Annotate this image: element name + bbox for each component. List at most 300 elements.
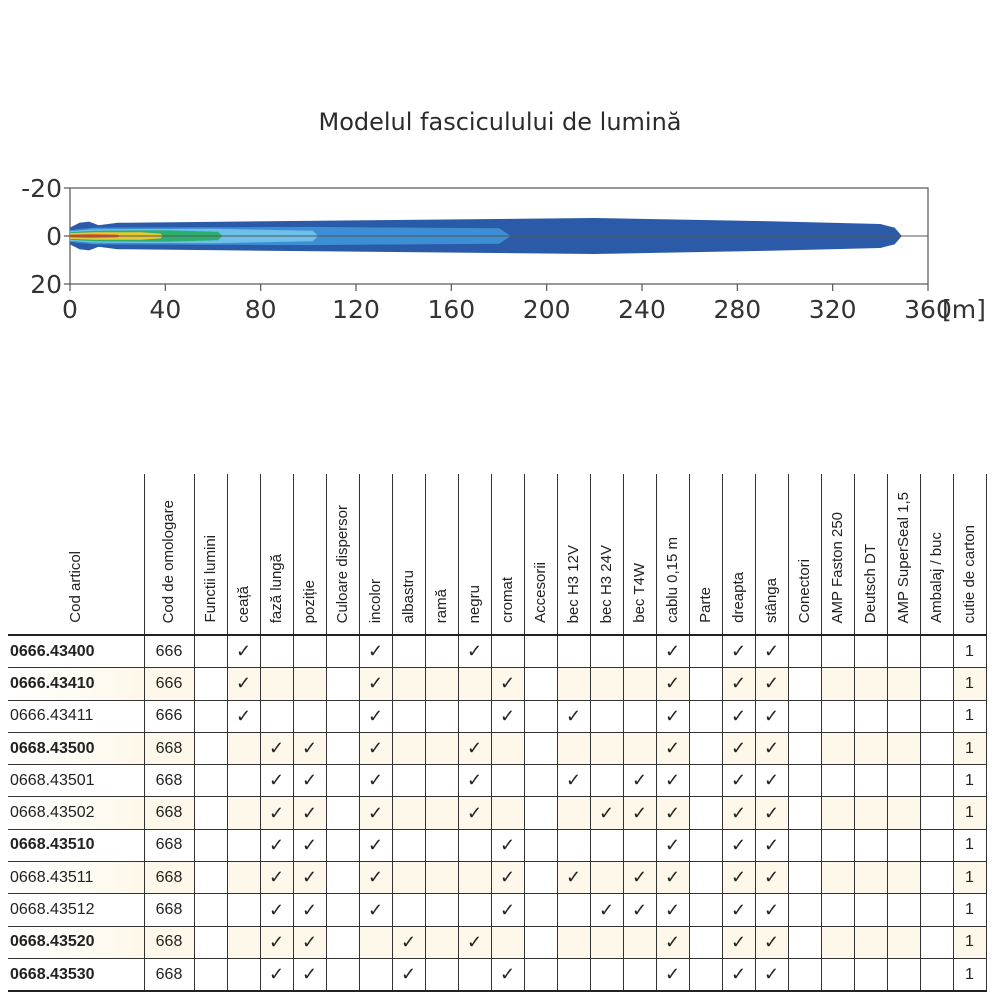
check-cell <box>821 732 854 764</box>
check-mark-cell: ✓ <box>260 732 293 764</box>
check-mark-cell: ✓ <box>623 765 656 797</box>
check-cell <box>227 926 260 958</box>
check-cell <box>590 958 623 991</box>
section-cell <box>326 862 359 894</box>
check-mark-cell: ✓ <box>722 765 755 797</box>
column-header-8 <box>392 474 425 635</box>
column-header-24 <box>920 474 953 635</box>
check-mark-cell: ✓ <box>755 797 788 829</box>
check-mark-cell: ✓ <box>293 732 326 764</box>
check-mark-cell: ✓ <box>458 635 491 668</box>
check-mark-cell: ✓ <box>491 668 524 700</box>
table-row <box>8 732 986 764</box>
x-tick-label-360: 360 <box>904 295 952 324</box>
check-mark-cell: ✓ <box>722 732 755 764</box>
section-cell <box>194 829 227 861</box>
check-cell <box>227 765 260 797</box>
section-cell <box>920 829 953 861</box>
check-cell <box>491 765 524 797</box>
check-mark-cell: ✓ <box>359 635 392 668</box>
check-mark-cell: ✓ <box>656 926 689 958</box>
column-header-13 <box>557 474 590 635</box>
approval-code-cell: 668 <box>144 797 194 829</box>
table-row <box>8 668 986 700</box>
check-cell <box>227 862 260 894</box>
column-header-label: fază lungă <box>267 553 285 623</box>
column-header-label: cablu 0,15 m <box>663 537 681 623</box>
check-cell <box>491 797 524 829</box>
column-header-20 <box>788 474 821 635</box>
check-cell <box>821 700 854 732</box>
column-header-5 <box>293 474 326 635</box>
check-cell <box>821 829 854 861</box>
section-cell <box>788 732 821 764</box>
column-header-label: AMP Faston 250 <box>828 511 846 623</box>
article-code-cell: 0666.43411 <box>8 700 144 732</box>
section-cell <box>689 926 722 958</box>
check-mark-cell: ✓ <box>722 926 755 958</box>
check-cell <box>623 635 656 668</box>
check-mark-cell: ✓ <box>755 765 788 797</box>
check-cell <box>425 765 458 797</box>
check-mark-cell: ✓ <box>491 958 524 991</box>
check-cell <box>623 700 656 732</box>
column-header-label: Parte <box>696 587 714 623</box>
check-cell <box>623 926 656 958</box>
y-tick-label-20: 20 <box>30 270 62 299</box>
check-mark-cell: ✓ <box>359 765 392 797</box>
section-cell <box>689 700 722 732</box>
check-cell <box>425 862 458 894</box>
check-cell <box>821 635 854 668</box>
check-cell <box>425 829 458 861</box>
check-cell <box>821 926 854 958</box>
section-cell <box>194 700 227 732</box>
column-header-23 <box>887 474 920 635</box>
section-cell <box>788 797 821 829</box>
check-cell <box>887 668 920 700</box>
article-code-cell: 0666.43400 <box>8 635 144 668</box>
check-mark-cell: ✓ <box>260 926 293 958</box>
packaging-cell: 1 <box>953 829 986 861</box>
x-tick-label-120: 120 <box>332 295 380 324</box>
check-cell <box>392 635 425 668</box>
check-cell <box>557 926 590 958</box>
check-cell <box>590 862 623 894</box>
check-mark-cell: ✓ <box>359 668 392 700</box>
check-mark-cell: ✓ <box>293 765 326 797</box>
check-cell <box>359 926 392 958</box>
check-cell <box>557 635 590 668</box>
check-cell <box>227 958 260 991</box>
check-mark-cell: ✓ <box>260 894 293 926</box>
check-cell <box>227 797 260 829</box>
section-cell <box>689 894 722 926</box>
check-mark-cell: ✓ <box>293 958 326 991</box>
check-cell <box>458 958 491 991</box>
packaging-cell: 1 <box>953 894 986 926</box>
check-cell <box>458 668 491 700</box>
check-mark-cell: ✓ <box>392 926 425 958</box>
check-mark-cell: ✓ <box>557 765 590 797</box>
section-cell <box>920 862 953 894</box>
check-cell <box>590 668 623 700</box>
column-header-2 <box>194 474 227 635</box>
check-mark-cell: ✓ <box>491 862 524 894</box>
check-mark-cell: ✓ <box>656 668 689 700</box>
check-mark-cell: ✓ <box>722 829 755 861</box>
section-cell <box>788 635 821 668</box>
section-cell <box>920 668 953 700</box>
section-cell <box>788 958 821 991</box>
section-cell <box>326 765 359 797</box>
check-cell <box>392 732 425 764</box>
chart-title: Modelul fasciculului de lumină <box>318 108 682 136</box>
check-mark-cell: ✓ <box>293 926 326 958</box>
check-cell <box>425 732 458 764</box>
column-header-label: Ambalaj / buc <box>927 532 945 623</box>
check-cell <box>887 926 920 958</box>
check-cell <box>392 797 425 829</box>
section-cell <box>920 926 953 958</box>
x-tick-label-160: 160 <box>427 295 476 324</box>
check-cell <box>854 926 887 958</box>
x-unit-label: [m] <box>942 295 986 324</box>
section-cell <box>920 958 953 991</box>
check-cell <box>557 797 590 829</box>
column-header-19 <box>755 474 788 635</box>
column-header-label: bec H3 24V <box>597 544 615 623</box>
check-cell <box>227 894 260 926</box>
section-cell <box>788 862 821 894</box>
check-cell <box>557 958 590 991</box>
check-mark-cell: ✓ <box>722 635 755 668</box>
product-spec-table <box>8 474 987 992</box>
check-mark-cell: ✓ <box>359 829 392 861</box>
check-mark-cell: ✓ <box>656 862 689 894</box>
approval-code-cell: 668 <box>144 958 194 991</box>
check-mark-cell: ✓ <box>458 797 491 829</box>
check-mark-cell: ✓ <box>227 668 260 700</box>
check-cell <box>590 926 623 958</box>
check-cell <box>887 862 920 894</box>
section-cell <box>689 732 722 764</box>
check-cell <box>425 894 458 926</box>
check-mark-cell: ✓ <box>623 797 656 829</box>
check-mark-cell: ✓ <box>260 958 293 991</box>
section-cell <box>326 829 359 861</box>
check-cell <box>623 668 656 700</box>
section-cell <box>920 732 953 764</box>
column-header-label: cutie de carton <box>960 524 978 623</box>
check-mark-cell: ✓ <box>623 894 656 926</box>
beam-chart <box>0 170 1000 330</box>
check-mark-cell: ✓ <box>755 829 788 861</box>
check-cell <box>821 765 854 797</box>
check-mark-cell: ✓ <box>260 797 293 829</box>
table-row <box>8 829 986 861</box>
check-cell <box>392 862 425 894</box>
check-mark-cell: ✓ <box>755 958 788 991</box>
section-cell <box>524 829 557 861</box>
check-mark-cell: ✓ <box>755 635 788 668</box>
column-header-label: Conectori <box>795 558 813 623</box>
check-mark-cell: ✓ <box>260 829 293 861</box>
check-cell <box>623 958 656 991</box>
check-cell <box>854 797 887 829</box>
check-cell <box>887 700 920 732</box>
check-cell <box>293 635 326 668</box>
check-cell <box>425 700 458 732</box>
check-mark-cell: ✓ <box>755 668 788 700</box>
article-code-cell: 0668.43530 <box>8 958 144 991</box>
section-cell <box>326 732 359 764</box>
section-cell <box>689 862 722 894</box>
check-cell <box>887 894 920 926</box>
check-mark-cell: ✓ <box>491 894 524 926</box>
column-header-label: negru <box>465 584 483 623</box>
column-header-label: bec H3 12V <box>564 544 582 623</box>
check-cell <box>491 635 524 668</box>
section-cell <box>788 765 821 797</box>
check-mark-cell: ✓ <box>656 732 689 764</box>
packaging-cell: 1 <box>953 862 986 894</box>
check-mark-cell: ✓ <box>491 700 524 732</box>
column-header-label: poziție <box>300 579 318 623</box>
check-mark-cell: ✓ <box>755 894 788 926</box>
article-code-cell: 0668.43512 <box>8 894 144 926</box>
check-mark-cell: ✓ <box>458 732 491 764</box>
packaging-cell: 1 <box>953 958 986 991</box>
section-cell <box>194 958 227 991</box>
check-mark-cell: ✓ <box>755 700 788 732</box>
column-header-17 <box>689 474 722 635</box>
section-cell <box>326 894 359 926</box>
table-header-row <box>8 474 986 635</box>
y-tick-label-0: 0 <box>46 222 62 251</box>
section-cell <box>920 635 953 668</box>
check-cell <box>821 668 854 700</box>
check-mark-cell: ✓ <box>656 635 689 668</box>
check-cell <box>392 765 425 797</box>
section-cell <box>689 958 722 991</box>
column-header-label: Deutsch DT <box>861 543 879 623</box>
section-cell <box>920 765 953 797</box>
check-cell <box>425 635 458 668</box>
column-header-22 <box>854 474 887 635</box>
check-mark-cell: ✓ <box>458 926 491 958</box>
check-cell <box>260 668 293 700</box>
column-header-14 <box>590 474 623 635</box>
check-mark-cell: ✓ <box>755 926 788 958</box>
check-mark-cell: ✓ <box>656 797 689 829</box>
section-cell <box>689 668 722 700</box>
check-mark-cell: ✓ <box>755 862 788 894</box>
check-cell <box>887 829 920 861</box>
article-code-cell: 0668.43500 <box>8 732 144 764</box>
check-cell <box>392 668 425 700</box>
check-cell <box>590 829 623 861</box>
section-cell <box>920 700 953 732</box>
section-cell <box>524 635 557 668</box>
check-cell <box>425 926 458 958</box>
check-cell <box>425 958 458 991</box>
check-cell <box>458 700 491 732</box>
section-cell <box>788 894 821 926</box>
check-cell <box>293 668 326 700</box>
section-cell <box>524 797 557 829</box>
check-cell <box>821 797 854 829</box>
check-mark-cell: ✓ <box>293 797 326 829</box>
check-mark-cell: ✓ <box>260 862 293 894</box>
check-mark-cell: ✓ <box>293 894 326 926</box>
check-mark-cell: ✓ <box>722 958 755 991</box>
check-cell <box>854 732 887 764</box>
column-header-25 <box>953 474 986 635</box>
check-cell <box>887 958 920 991</box>
section-cell <box>194 894 227 926</box>
packaging-cell: 1 <box>953 732 986 764</box>
check-cell <box>590 635 623 668</box>
check-cell <box>887 797 920 829</box>
check-mark-cell: ✓ <box>227 700 260 732</box>
section-cell <box>194 732 227 764</box>
column-header-4 <box>260 474 293 635</box>
column-header-label: stânga <box>762 577 780 623</box>
check-cell <box>590 732 623 764</box>
check-mark-cell: ✓ <box>656 700 689 732</box>
section-cell <box>689 635 722 668</box>
check-cell <box>425 797 458 829</box>
article-code-cell: 0666.43410 <box>8 668 144 700</box>
check-cell <box>887 732 920 764</box>
check-mark-cell: ✓ <box>392 958 425 991</box>
x-tick-label-240: 240 <box>618 295 666 324</box>
section-cell <box>194 797 227 829</box>
check-cell <box>854 765 887 797</box>
column-header-label: Functii lumini <box>201 535 219 623</box>
check-mark-cell: ✓ <box>755 732 788 764</box>
section-cell <box>194 765 227 797</box>
table-row <box>8 894 986 926</box>
check-cell <box>821 862 854 894</box>
column-header-label: Accesorii <box>531 562 549 623</box>
check-cell <box>557 894 590 926</box>
check-cell <box>854 668 887 700</box>
approval-code-cell: 666 <box>144 635 194 668</box>
table-row <box>8 926 986 958</box>
column-header-label: ramă <box>432 588 450 623</box>
column-header-label: AMP SuperSeal 1,5 <box>894 491 912 623</box>
packaging-cell: 1 <box>953 668 986 700</box>
check-cell <box>392 700 425 732</box>
check-mark-cell: ✓ <box>656 894 689 926</box>
check-cell <box>260 635 293 668</box>
column-header-label: ceață <box>234 586 252 623</box>
column-header-label: cromat <box>498 577 516 623</box>
check-mark-cell: ✓ <box>359 894 392 926</box>
table-row <box>8 700 986 732</box>
check-mark-cell: ✓ <box>293 862 326 894</box>
check-cell <box>425 668 458 700</box>
table-row <box>8 862 986 894</box>
section-cell <box>524 765 557 797</box>
section-cell <box>689 829 722 861</box>
section-cell <box>788 926 821 958</box>
column-header-label: albastru <box>399 569 417 623</box>
table-row <box>8 635 986 668</box>
check-mark-cell: ✓ <box>722 700 755 732</box>
check-cell <box>458 894 491 926</box>
column-header-label: incolor <box>366 578 384 623</box>
check-mark-cell: ✓ <box>590 797 623 829</box>
column-header-15 <box>623 474 656 635</box>
packaging-cell: 1 <box>953 700 986 732</box>
y-tick-label--20: -20 <box>21 174 62 203</box>
check-mark-cell: ✓ <box>656 958 689 991</box>
check-cell <box>260 700 293 732</box>
check-cell <box>854 700 887 732</box>
x-tick-label-280: 280 <box>713 295 762 324</box>
column-header-16 <box>656 474 689 635</box>
article-code-cell: 0668.43502 <box>8 797 144 829</box>
check-cell <box>557 829 590 861</box>
x-tick-label-80: 80 <box>244 295 277 324</box>
section-cell <box>326 668 359 700</box>
column-header-label: Culoare dispersor <box>333 504 351 623</box>
section-cell <box>326 635 359 668</box>
section-cell <box>194 862 227 894</box>
section-cell <box>524 668 557 700</box>
section-cell <box>194 635 227 668</box>
section-cell <box>524 732 557 764</box>
section-cell <box>194 926 227 958</box>
check-mark-cell: ✓ <box>293 829 326 861</box>
table-row <box>8 958 986 991</box>
check-cell <box>854 894 887 926</box>
section-cell <box>524 958 557 991</box>
check-cell <box>293 700 326 732</box>
check-cell <box>590 700 623 732</box>
section-cell <box>326 926 359 958</box>
check-mark-cell: ✓ <box>722 862 755 894</box>
check-cell <box>491 732 524 764</box>
check-mark-cell: ✓ <box>623 862 656 894</box>
check-mark-cell: ✓ <box>359 797 392 829</box>
approval-code-cell: 666 <box>144 668 194 700</box>
column-header-9 <box>425 474 458 635</box>
check-cell <box>887 635 920 668</box>
check-cell <box>623 829 656 861</box>
check-mark-cell: ✓ <box>359 732 392 764</box>
check-mark-cell: ✓ <box>491 829 524 861</box>
packaging-cell: 1 <box>953 635 986 668</box>
check-cell <box>557 732 590 764</box>
article-code-cell: 0668.43510 <box>8 829 144 861</box>
table-row <box>8 797 986 829</box>
check-mark-cell: ✓ <box>227 635 260 668</box>
check-cell <box>854 862 887 894</box>
column-header-0 <box>8 474 144 635</box>
packaging-cell: 1 <box>953 797 986 829</box>
column-header-21 <box>821 474 854 635</box>
approval-code-cell: 668 <box>144 894 194 926</box>
x-tick-label-200: 200 <box>522 295 571 324</box>
section-cell <box>788 829 821 861</box>
article-code-cell: 0668.43501 <box>8 765 144 797</box>
column-header-12 <box>524 474 557 635</box>
check-mark-cell: ✓ <box>722 894 755 926</box>
